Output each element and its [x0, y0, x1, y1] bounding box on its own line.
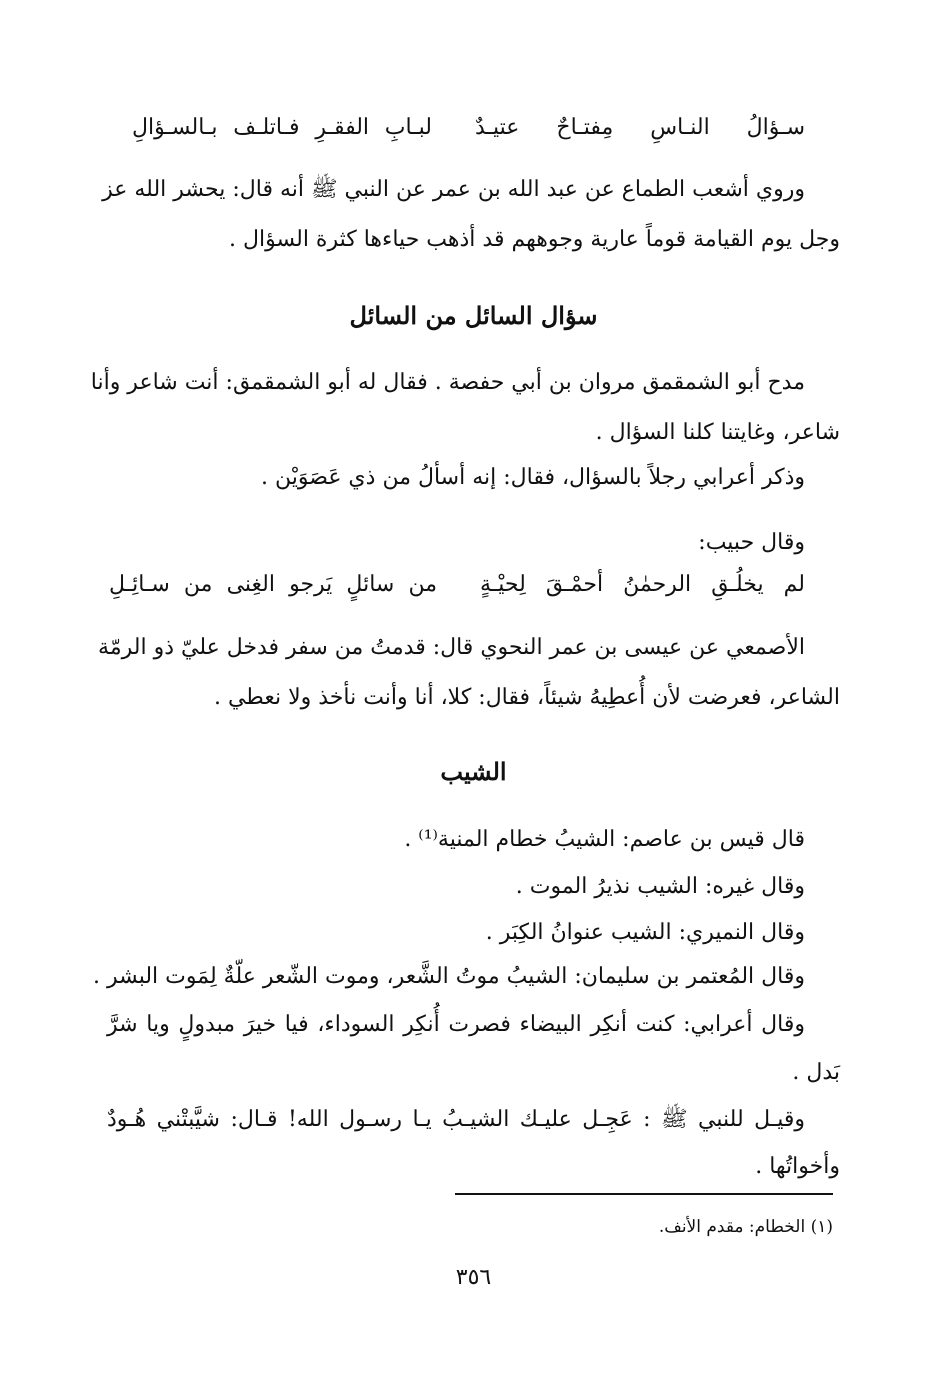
para3-line: وذكر أعرابي رجلاً بالسؤال، فقال: إنه أسألُ من ذي عَصَوَيْن . — [261, 465, 805, 490]
quote-line-1: قال قيس بن عاصم: الشيبُ خطام المنية⁽¹⁾ . — [404, 827, 805, 852]
para2-line1: مدح أبو الشمقمق مروان بن أبي حفصة . فقال له أبو الشمقمق: أنت شاعر وأنا — [90, 370, 805, 395]
para7-line1: وقيـل للنبي ﷺ : عَجِـل عليـك الشيـبُ يـا رسـول الله! قـال: شيَّبتْني هُـودٌ — [107, 1107, 805, 1132]
para4-line: وقال حبيب: — [698, 530, 805, 555]
para7-line2: وأخواتُها . — [755, 1154, 840, 1179]
section-heading-grey-hair: الشيب — [440, 757, 507, 786]
page-number: ٣٥٦ — [455, 1265, 492, 1290]
footnote: (١) الخطام: مقدم الأنف. — [658, 1217, 833, 1237]
para5-line1: الأصمعي عن عيسى بن عمر النحوي قال: قدمتُ من سفر فدخل عليّ ذو الرمّة — [98, 635, 805, 660]
para6-line1: وقال أعرابي: كنت أنكِر البيضاء فصرت أُنكِر السوداء، فيا خيرَ مبدولٍ ويا شرَّ — [107, 1012, 805, 1037]
verse2-second-hemistich: من سائلٍ يَرجو الغِنى من سـائِـلِ — [109, 572, 437, 597]
footnote-separator — [455, 1193, 833, 1195]
para6-line2: بَدل . — [792, 1060, 840, 1085]
para1-line1: وروي أشعب الطماع عن عبد الله بن عمر عن النبي ﷺ أنه قال: يحشر الله عز — [102, 177, 805, 202]
para1-line2: وجل يوم القيامة قوماً عارية وجوههم قد أذهب حياءها كثرة السؤال . — [229, 227, 840, 252]
verse1-first-hemistich: سـؤالُ النـاسِ مِفتـاحٌ عتيـدٌ — [475, 115, 805, 140]
quote-line-4: وقال المُعتمر بن سليمان: الشيبُ موتُ الشَّعر، وموت الشّعر علّةٌ لِمَوت البشر . — [92, 964, 805, 989]
verse1-second-hemistich: لبـابِ الفقـرِ فـاتلـف بـالسـؤالِ — [132, 115, 432, 140]
para2-line2: شاعر، وغايتنا كلنا السؤال . — [595, 420, 840, 445]
quote-line-2: وقال غيره: الشيب نذيرُ الموت . — [515, 874, 805, 899]
verse2-first-hemistich: لم يخلُـقِ الرحمٰنُ أحمْـقَ لِحيْـةٍ — [480, 572, 805, 597]
quote-line-3: وقال النميري: الشيب عنوانُ الكِبَر . — [485, 920, 805, 945]
para5-line2: الشاعر، فعرضت لأن أُعطِيهُ شيئاً، فقال: كلا، أنا وأنت نأخذ ولا نعطي . — [213, 685, 840, 710]
section-heading-asking: سؤال السائل من السائل — [349, 301, 598, 330]
